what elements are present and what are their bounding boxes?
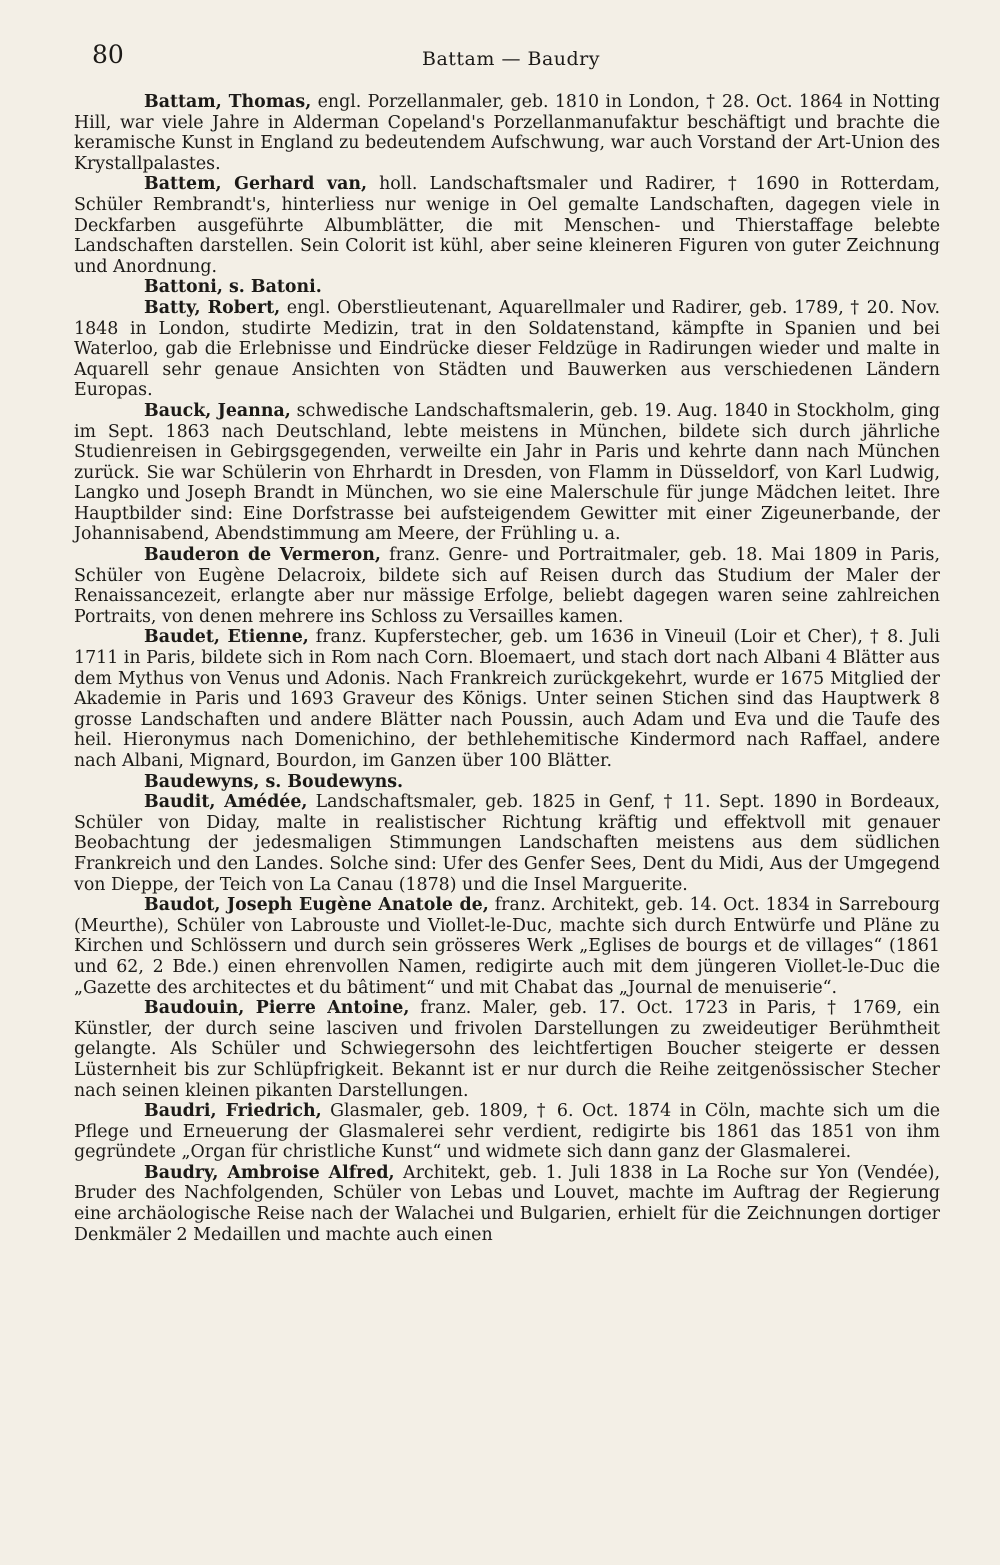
- entry-name: Baudet, Etienne,: [144, 627, 309, 648]
- entry: [74, 772, 940, 793]
- entry-name: Battam, Thomas,: [144, 92, 312, 112]
- page-number: 80: [92, 40, 124, 69]
- entry-name: Bauderon de Vermeron,: [144, 545, 381, 566]
- entry-name: Baudewyns, s. Boudewyns.: [144, 771, 404, 792]
- entry-name: Baudot, Joseph Eugène Anatole de,: [144, 895, 489, 916]
- entry-name: Baudry, Ambroise Alfred,: [144, 1162, 395, 1183]
- entry-text: franz. Maler, geb. 17. Oct. 1723 in Paris, † 1769, ein Künstler, der durch seine lasciven und frivolen Darstellungen zu zweideutiger Berühmtheit gelangte. Als Schüler und Schwiegersohn des leichtfertigen Boucher steigerte er dessen Lüsternheit bis zur Schlüpfrigkeit. Bekannt ist er nur durch die Reihe zeitgenössischer Stecher nach seinen kleinen pikanten Darstellungen.: [74, 998, 940, 1101]
- entry: [74, 401, 940, 545]
- entry-text: engl. Oberstlieutenant, Aquarellmaler und Radirer, geb. 1789, † 20. Nov. 1848 in London, studirte Medizin, trat in den Soldatenstand, kämpfte in Spanien und bei Waterloo, gab die Erlebnisse und Eindrücke dieser Feldzüge in Radirungen wieder und malte in Aquarell sehr genaue Ansichten von Städten und Bauwerken aus verschiedenen Ländern Europas.: [74, 297, 941, 401]
- entry: [74, 895, 940, 998]
- page-header: [92, 40, 930, 80]
- entry-text: franz. Architekt, geb. 14. Oct. 1834 in Sarrebourg (Meurthe), Schüler von Labrouste und Viollet-le-Duc, machte sich durch Entwürfe und Pläne zu Kirchen und Schlössern und durch sein grösseres Werk „Eglises de bourgs et de villages“ (1861 und 62, 2 Bde.) einen ehrenvollen Namen, redigirte auch mit dem jüngeren Viollet-le-Duc die „Gazette des architectes et du bâtiment“ und mit Chabat das „Journal de menuiserie“.: [74, 895, 940, 998]
- entry-text: Architekt, geb. 1. Juli 1838 in La Roche sur Yon (Vendée), Bruder des Nachfolgenden, Schüler von Lebas und Louvet, machte im Auftrag der Regierung eine archäologische Reise nach der Walachei und Bulgarien, erhielt für die Zeichnungen dortiger Denkmäler 2 Medaillen und machte auch einen: [74, 1162, 940, 1245]
- entry-name: Batty, Robert,: [144, 297, 281, 318]
- entry-text: holl. Landschaftsmaler und Radirer, † 1690 in Rotterdam, Schüler Rembrandt's, hinterliess nur wenige in Oel gemalte Landschaften, dagegen viele in Deckfarben ausgeführte Albumblätter, die mit Menschen- und Thierstaffage belebte Landschaften darstellen. Sein Colorit ist kühl, aber seine kleineren Figuren von guter Zeichnung und Anordnung.: [74, 174, 940, 277]
- running-head: Battam — Baudry: [422, 48, 600, 70]
- entry-name: Battem, Gerhard van,: [144, 174, 368, 195]
- entry: [74, 174, 940, 277]
- entry-text: franz. Kupferstecher, geb. um 1636 in Vineuil (Loir et Cher), † 8. Juli 1711 in Paris, bildete sich in Rom nach Corn. Bloemaert, und stach dort nach Albani 4 Blätter aus dem Mythus von Venus und Adonis. Nach Frankreich zurückgekehrt, wurde er 1675 Mitglied der Akademie in Paris und 1693 Graveur des Königs. Unter seinen Stichen sind das Hauptwerk 8 grosse Landschaften und andere Blätter nach Poussin, auch Adam und Eva und die Taufe des heil. Hieronymus nach Domenichino, der bethlehemitische Kindermord nach Raffael, andere nach Albani, Mignard, Bourdon, im Ganzen über 100 Blätter.: [74, 627, 940, 771]
- entry-text: schwedische Landschaftsmalerin, geb. 19. Aug. 1840 in Stockholm, ging im Sept. 1863 nach Deutschland, lebte meistens in München, bildete sich durch jährliche Studienreisen in Gebirgsgegenden, verweilte ein Jahr in Paris und kehrte dann nach München zurück. Sie war Schülerin von Ehrhardt in Dresden, von Flamm in Düsseldorf, von Karl Ludwig, Langko und Joseph Brandt in München, wo sie eine Malerschule für junge Mädchen leitet. Ihre Hauptbilder sind: Eine Dorfstrasse bei aufsteigendem Gewitter mit einer Zigeunerbande, der Johannisabend, Abendstimmung am Meere, der Frühling u. a.: [74, 400, 941, 545]
- entry-text: Landschaftsmaler, geb. 1825 in Genf, † 11. Sept. 1890 in Bordeaux, Schüler von Diday, malte in realistischer Richtung kräftig und effektvoll mit genauer Beobachtung der jedesmaligen Stimmungen Landschaften meistens aus dem südlichen Frankreich und den Landes. Solche sind: Ufer des Genfer Sees, Dent du Midi, Aus der Umgegend von Dieppe, der Teich von La Canau (1878) und die Insel Marguerite.: [74, 792, 940, 895]
- entry: [74, 627, 940, 771]
- entry: [74, 298, 940, 401]
- entry: [74, 1163, 940, 1245]
- entry-name: Baudit, Amédée,: [144, 792, 308, 813]
- entry-name: Baudouin, Pierre Antoine,: [144, 998, 410, 1019]
- entry-name: Baudri, Friedrich,: [144, 1101, 322, 1122]
- entry: [74, 792, 940, 895]
- entry-text: Glasmaler, geb. 1809, † 6. Oct. 1874 in Cöln, machte sich um die Pflege und Erneuerung der Glasmalerei sehr verdient, redigirte bis 1861 das 1851 von ihm gegründete „Organ für christliche Kunst“ und widmete sich dann ganz der Glasmalerei.: [74, 1101, 940, 1163]
- entry: [74, 998, 940, 1101]
- entries-column: [74, 92, 940, 1245]
- entry: [74, 277, 940, 298]
- entry-text: engl. Porzellanmaler, geb. 1810 in London, † 28. Oct. 1864 in Notting Hill, war viele Jahre in Alderman Copeland's Porzellanmanufaktur beschäftigt und brachte die keramische Kunst in England zu bedeutendem Aufschwung, war auch Vorstand der Art-Union des Krystallpalastes.: [74, 92, 940, 174]
- entry-name: Bauck, Jeanna,: [144, 400, 291, 421]
- entry: [74, 545, 940, 627]
- entry: [74, 1101, 940, 1163]
- entry-name: Battoni, s. Batoni.: [144, 277, 322, 298]
- entry: [74, 92, 940, 174]
- entry-text: franz. Genre- und Portraitmaler, geb. 18. Mai 1809 in Paris, Schüler von Eugène Delacroix, bildete sich auf Reisen durch das Studium der Maler der Renaissancezeit, erlangte aber nur mässige Erfolge, beliebt dagegen waren seine zahlreichen Portraits, von denen mehrere ins Schloss zu Versailles kamen.: [74, 545, 940, 627]
